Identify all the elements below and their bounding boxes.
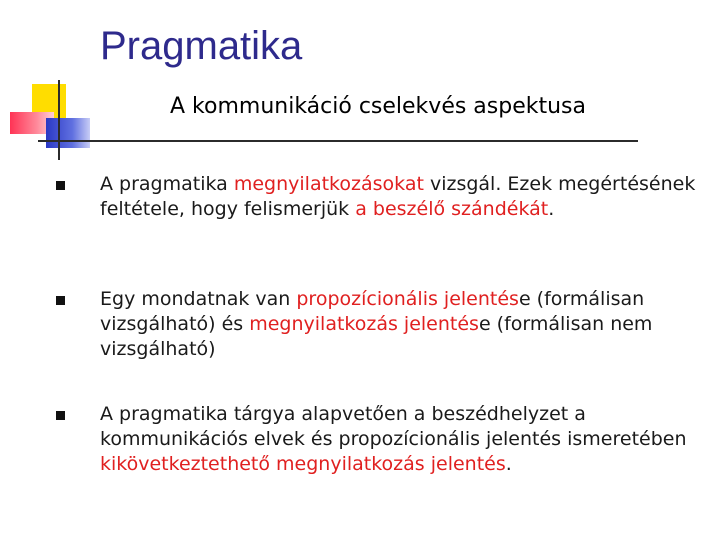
highlighted-term: megnyilatkozásokat [233, 173, 424, 195]
highlighted-term: propozícionális jelentés [296, 288, 519, 310]
bullet-item [100, 172, 710, 222]
highlighted-term: kikövetkeztethető megnyilatkozás jelentés [100, 453, 506, 475]
bullet-segment: A pragmatika tárgya alapvetően a beszédhelyzet a kommunikációs elvek és propozícionális jelentés ismeretében [100, 403, 687, 450]
bullet-item [100, 402, 710, 477]
bullet-segment: . [505, 453, 512, 475]
bullet-text [100, 173, 695, 220]
decor-horizontal-line [38, 140, 638, 142]
bullet-segment: . [548, 198, 555, 220]
bullet-segment: e (formálisan vizsgálható) és [100, 288, 645, 335]
bullet-segment: Egy mondatnak van [100, 288, 297, 310]
slide-subtitle: A kommunikáció cselekvés aspektusa [170, 94, 587, 119]
decor-blue-square [46, 118, 90, 148]
bullet-segment: e (formálisan nem vizsgálható) [100, 313, 653, 360]
square-bullet-icon [56, 181, 65, 190]
bullet-segment: vizsgál. Ezek megértésének feltétele, hogy felismerjük [100, 173, 696, 220]
bullet-segment: A pragmatika [100, 173, 234, 195]
highlighted-term: megnyilatkozás jelentés [249, 313, 479, 335]
slide-title: Pragmatika [100, 24, 303, 68]
bullet-text [100, 403, 687, 475]
square-bullet-icon [56, 411, 65, 420]
square-bullet-icon [56, 296, 65, 305]
highlighted-term: a beszélő szándékát [355, 198, 549, 220]
decor-vertical-line [58, 80, 60, 160]
bullet-text [100, 288, 652, 360]
bullet-item [100, 287, 710, 362]
